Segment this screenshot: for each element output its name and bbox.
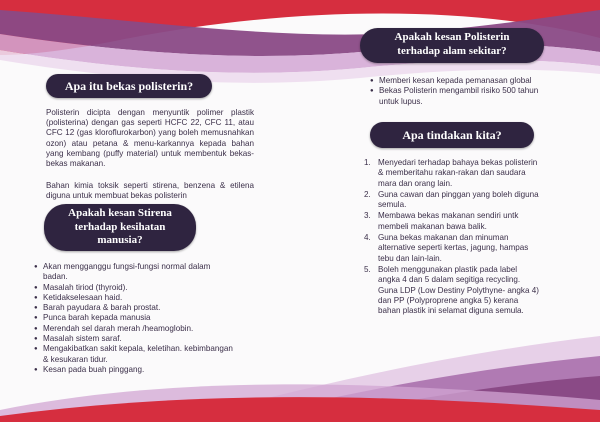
heading-text: Apa itu bekas polisterin? xyxy=(64,79,194,93)
list-item xyxy=(364,211,540,232)
health-effects-list xyxy=(34,262,234,375)
item-text: Guna bekas makanan dan minuman alternative seperti kertas, jagung, hampas tebu dan lain-lain. xyxy=(378,233,529,263)
list-item: ● Punca barah kepada manusia xyxy=(34,313,234,323)
heading-styrene-health-effects xyxy=(44,204,196,251)
list-item xyxy=(364,190,540,211)
item-text: Menyedari terhadap bahaya bekas polisterin & memberitahu rakan-rakan dan saudara mara dan orang lain. xyxy=(378,158,538,188)
heading-text: Apa tindakan kita? xyxy=(402,128,502,142)
actions-list xyxy=(364,158,540,316)
heading-what-to-do xyxy=(370,122,534,148)
heading-environment-effects xyxy=(360,28,544,63)
item-text: Guna cawan dan pinggan yang boleh diguna semula. xyxy=(378,189,539,210)
heading-line: Apakah kesan Stirena xyxy=(68,207,172,219)
heading-what-is-polystyrene xyxy=(46,74,212,98)
heading-line: manusia? xyxy=(97,234,143,246)
item-text: Boleh menggunakan plastik pada label angka 4 dan 5 dalam segitiga recycling. Guna LDP (Low Destiny Polythyne- angka 4) dan PP (Polyproprene angka 5) kerana bahan plastik ini selamat diguna semula. xyxy=(378,264,539,316)
list-item: ● Masalah sistem saraf. xyxy=(34,334,234,344)
list-item xyxy=(364,233,540,264)
list-item: ● Barah payudara & barah prostat. xyxy=(34,303,234,313)
item-number: 2. xyxy=(364,189,371,199)
item-number: 3. xyxy=(364,211,371,221)
list-item: ● Akan mengganggu fungsi-fungsi normal dalam badan. xyxy=(34,262,234,283)
toxic-chemicals-note: Bahan kimia toksik seperti stirena, benzena & etilena diguna untuk membuat bekas polisterin xyxy=(46,181,254,201)
list-item: ● Masalah tiriod (thyroid). xyxy=(34,283,234,293)
list-item: ● Mengakibatkan sakit kepala, keletihan. kebimbangan & kesukaran tidur. xyxy=(34,344,234,365)
heading-line: terhadap alam sekitar? xyxy=(397,44,507,57)
item-number: 4. xyxy=(364,233,371,243)
list-item: ● Merendah sel darah merah /heamoglobin. xyxy=(34,324,234,334)
list-item: ● Bekas Polisterin mengambil risiko 500 tahun untuk lupus. xyxy=(370,86,546,107)
item-text: Membawa bekas makanan sendiri untk membeli makanan bawa balik. xyxy=(378,211,519,231)
list-item xyxy=(364,265,540,316)
heading-line: Apakah kesan Polisterin xyxy=(394,31,510,43)
item-number: 1. xyxy=(364,158,371,167)
list-item: ● Kesan pada buah pinggang. xyxy=(34,365,234,375)
list-item: ● Ketidakselesaan haid. xyxy=(34,293,234,303)
environment-effects-list xyxy=(370,76,546,107)
item-number: 5. xyxy=(364,264,371,274)
heading-line: terhadap kesihatan xyxy=(74,220,166,233)
list-item xyxy=(364,158,540,189)
list-item: ● Memberi kesan kepada pemanasan global xyxy=(370,76,546,86)
polystyrene-description: Polisterin dicipta dengan menyuntik polimer plastik (polisterina) dengan gas seperti HCFC 22, CFC 11, atau CFC 12 (gas kloroflurokarbon) yang boleh memusnahkan ozon) atau petana & menu-karkannya kepada bahan yang kembang (puffy material) untuk membentuk bekas-bekas makanan. xyxy=(46,108,254,169)
